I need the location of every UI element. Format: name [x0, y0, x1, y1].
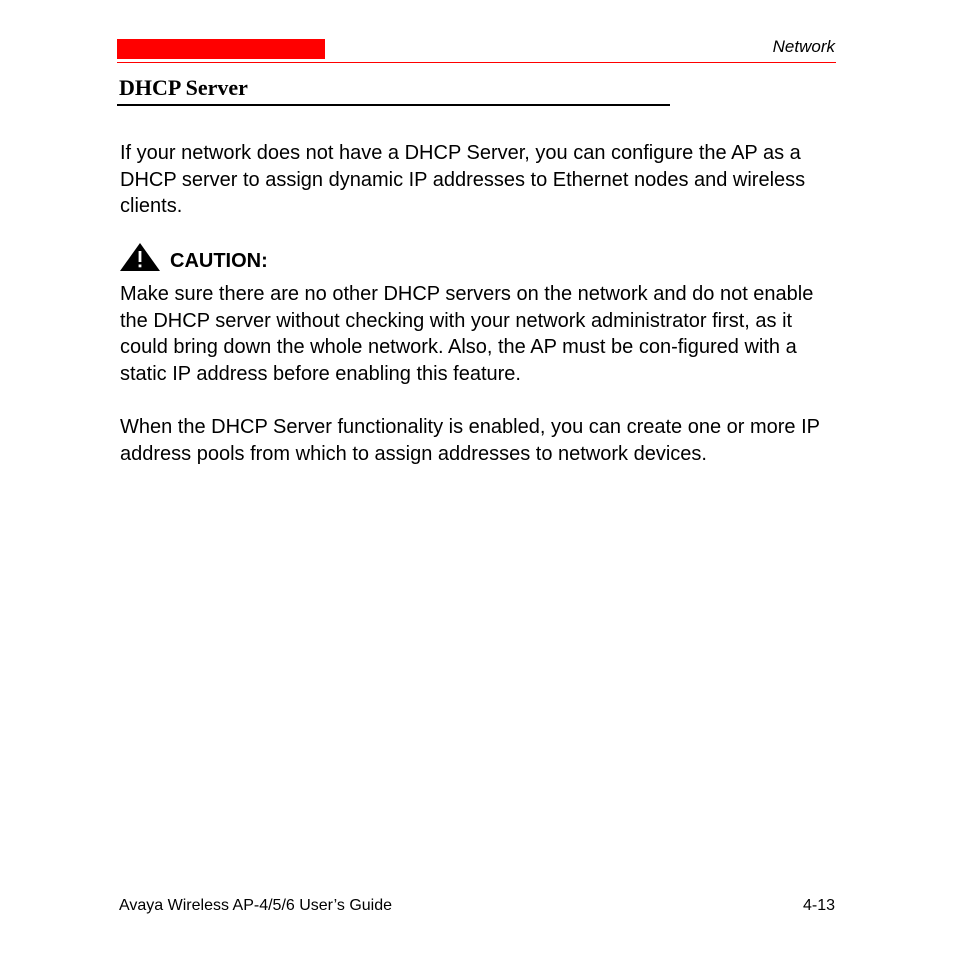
title-underline	[117, 104, 670, 106]
caution-label: CAUTION:	[170, 250, 268, 272]
footer-guide-title: Avaya Wireless AP-4/5/6 User’s Guide	[119, 897, 393, 914]
intro-paragraph: If your network does not have a DHCP Server, you can configure the AP as a DHCP server to assign dynamic IP addresses to Ethernet nodes and wireless clients.	[120, 142, 806, 217]
running-header-section: Network	[772, 37, 835, 56]
caution-heading	[119, 240, 268, 272]
warning-triangle-icon	[119, 242, 161, 272]
header-rule	[117, 62, 836, 63]
address-pools-paragraph: When the DHCP Server functionality is enabled, you can create one or more IP address pools from which to assign addresses to network devices.	[120, 416, 820, 465]
caution-paragraph: Make sure there are no other DHCP servers on the network and do not enable the DHCP server without checking with your network administrator first, as it could bring down the whole network. Also, the AP must be con-figured with a static IP address before enabling this feature.	[120, 283, 814, 385]
page-number: 4-13	[802, 897, 835, 914]
page-title: DHCP Server	[119, 75, 248, 100]
header-red-bar	[117, 39, 325, 59]
